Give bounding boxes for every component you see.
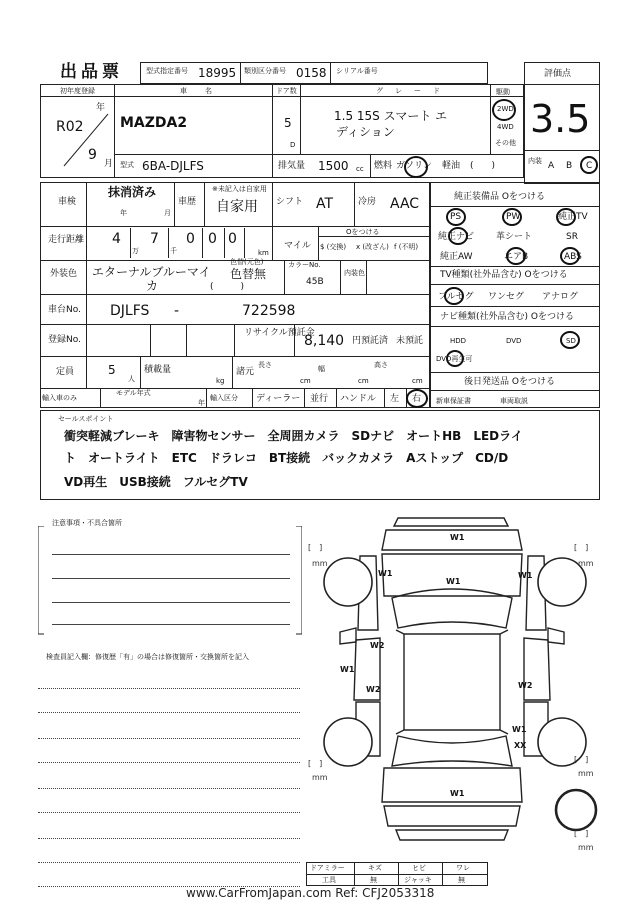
opt-aw: 純正AW — [440, 252, 473, 262]
aftermarket-manual: 車両取説 — [500, 397, 528, 405]
tools-label: 工具 — [322, 876, 336, 884]
legend-break: ワレ — [456, 864, 470, 872]
load-unit: kg — [216, 377, 225, 385]
grade-line2: ディション — [336, 125, 395, 139]
mm-label-10: mm — [578, 843, 594, 852]
shift-label: シフト — [276, 197, 304, 207]
score-label: 評価点 — [544, 69, 572, 79]
orig-color-value: 色替無 — [230, 267, 267, 281]
length-unit: cm — [300, 377, 311, 385]
odo-unknown: f (不明) — [394, 243, 419, 251]
navi-dvd: DVD — [506, 337, 522, 345]
drive-2wd-circle — [492, 99, 516, 121]
mile-label: マイル — [284, 241, 311, 251]
mm-label-5: [ ] — [308, 759, 323, 768]
grade-line1: 1.5 15S スマート エ — [334, 109, 448, 123]
drive-label: 駆動 — [496, 88, 510, 96]
tv-analog: アナログ — [542, 292, 579, 302]
opt-ps: PS — [450, 212, 462, 222]
sales-line2: ト オートライト ETC ドラレコ BT接続 バックカメラ Aストップ CD/D — [64, 451, 509, 465]
mark-rear-bumper: W1 — [450, 789, 465, 798]
mark-front-bumper: W1 — [450, 533, 465, 542]
navi-title: ナビ種類(社外品含む) Oをつける — [440, 312, 574, 322]
legend-mirror: ドアミラー — [310, 864, 345, 872]
car-damage-diagram — [300, 510, 610, 860]
chassis-dash: - — [174, 303, 180, 319]
mileage-label: 走行距離 — [48, 235, 85, 245]
opt-airbag-circle — [504, 247, 529, 265]
mm-label-7: [ ] — [574, 755, 589, 764]
navi-hdd: HDD — [450, 337, 467, 345]
inspection-value: 抹消済み — [108, 185, 157, 199]
interior-b: B — [566, 161, 573, 171]
capacity-value: 5 — [108, 363, 116, 377]
color-no-label: カラーNo. — [288, 261, 321, 269]
mark-right-rear: W1 — [512, 725, 527, 734]
odo-altered: x (改ざん) — [356, 243, 389, 251]
recycle-label: リサイクル預託金 — [244, 328, 315, 338]
inspection-month-unit: 月 — [164, 209, 171, 217]
opt-abs: ABS — [564, 252, 582, 262]
legend-scratch: キズ — [368, 864, 382, 872]
odo-select-note: Oをつける — [346, 228, 380, 236]
sales-line3: VD再生 USB接続 フルセグTV — [64, 475, 248, 489]
orig-color-paren: ( ) — [210, 282, 245, 292]
navi-dvd-play: DVD再生可 — [436, 355, 473, 363]
notes-label: 注意事項・不具合箇所 — [52, 519, 122, 527]
recycle-unpaid: 未預託 — [396, 336, 424, 346]
tools-value-3: 無 — [458, 876, 465, 884]
vehicle-details — [40, 182, 430, 408]
steering-right: 右 — [412, 394, 422, 404]
mileage-digit-4: 0 — [208, 231, 217, 247]
mark-right-front: W1 — [518, 571, 533, 580]
displacement-value: 1500 — [318, 159, 349, 173]
length-label: 長さ — [258, 361, 272, 369]
opt-pw-circle — [502, 208, 522, 226]
legend-crack: ヒビ — [412, 864, 426, 872]
mark-left-front-door: W2 — [370, 641, 385, 650]
tools-value-2: ジャッキ — [404, 876, 432, 884]
tv-fullseg-circle — [444, 287, 464, 305]
height-label: 高さ — [374, 361, 388, 369]
capacity-unit: 人 — [128, 375, 135, 383]
drive-other: その他 — [495, 139, 516, 147]
navi-dvd-play-circle — [446, 350, 464, 367]
mileage-digit-3: 0 — [186, 231, 195, 247]
month-unit: 月 — [104, 159, 114, 169]
width-label: 幅 — [318, 365, 325, 373]
import-parallel: 並行 — [310, 394, 329, 404]
doors-value: 5 — [284, 116, 292, 130]
doors-sub: D — [290, 141, 296, 149]
mileage-digit-5: 0 — [228, 231, 237, 247]
chassis-label: 車台No. — [48, 305, 81, 315]
history-note: ※未記入は自家用 — [212, 185, 267, 193]
first-reg-month: 9 — [88, 147, 97, 163]
shift-value: AT — [316, 196, 334, 212]
grade-label: グレード — [376, 87, 452, 95]
score-value: 3.5 — [530, 97, 591, 141]
navi-sd-circle — [560, 331, 580, 349]
import-label: 輸入車のみ — [42, 394, 77, 402]
first-reg-era-year: R02 — [56, 119, 84, 135]
width-unit: cm — [358, 377, 369, 385]
displacement-label: 排気量 — [278, 161, 306, 171]
dims-label: 諸元 — [236, 367, 255, 377]
mm-label-4: mm — [578, 559, 594, 568]
class-code: 0158 — [296, 66, 327, 80]
mark-left-rear-door: W2 — [366, 685, 381, 694]
inspection-year-unit: 年 — [120, 209, 127, 217]
opt-pw: PW — [506, 212, 521, 222]
mileage-km: km — [258, 249, 269, 257]
mm-label-8: mm — [578, 769, 594, 778]
watermark: www.CarFromJapan.com Ref: CFJ2053318 — [186, 886, 435, 900]
mm-label-3: [ ] — [574, 543, 589, 552]
fuel-paren: ( ) — [470, 161, 496, 171]
class-code-label: 類別区分番号 — [244, 67, 286, 75]
sales-line1: 衝突軽減ブレーキ 障害物センサー 全周囲カメラ SDナビ オートHB LEDライ — [64, 429, 523, 443]
mm-label-6: mm — [312, 773, 328, 782]
mark-left-fender: W1 — [340, 665, 355, 674]
color-line2: カ — [146, 279, 159, 293]
tv-fullseg: フルセグ — [438, 292, 474, 302]
mileage-man: 万 — [132, 247, 139, 255]
fuel-diesel: 軽油 — [442, 161, 461, 171]
opt-sr: SR — [566, 232, 578, 242]
color-label: 外装色 — [50, 269, 78, 279]
navi-sd: SD — [566, 337, 576, 345]
page-title: 出品票 — [60, 62, 123, 82]
interior-color-label: 内装色 — [344, 269, 365, 277]
car-name-label: 車名 — [180, 87, 230, 95]
type-label: 型式 — [120, 161, 134, 169]
opt-tv-circle — [556, 208, 576, 226]
color-line1: エターナルブルーマイ — [92, 265, 211, 279]
mark-front-left: W1 — [378, 569, 393, 578]
aftermarket-warranty: 新車保証書 — [436, 397, 471, 405]
drive-2wd: 2WD — [497, 105, 514, 113]
mark-right-rear-xx: XX — [514, 741, 527, 750]
serial-label: シリアル番号 — [336, 67, 378, 75]
mm-label-1: [ ] — [308, 543, 323, 552]
opt-abs-circle — [560, 247, 580, 265]
import-dealer: ディーラー — [256, 394, 301, 404]
recycle-unit: 円預託済 — [352, 336, 389, 346]
capacity-label: 定員 — [56, 367, 75, 377]
inspector-label: 検査員記入欄：修復歴「有」の場合は修復箇所・交換箇所を記入 — [46, 653, 249, 661]
mileage-digit-2: 7 — [150, 231, 159, 247]
steering-right-circle — [406, 389, 428, 408]
steering-left: 左 — [390, 394, 400, 404]
ac-label: 冷房 — [358, 197, 377, 207]
load-label: 積載量 — [144, 365, 172, 375]
interior-c: C — [586, 161, 593, 171]
odo-exchanged: $ (交換) — [320, 243, 347, 251]
mm-label-9: [ ] — [574, 829, 589, 838]
recycle-value: 8,140 — [304, 333, 345, 349]
opt-tv: 純正TV — [558, 212, 588, 222]
inspection-label: 車検 — [58, 197, 77, 207]
car-name: MAZDA2 — [120, 115, 188, 131]
tv-oneseg: ワンセグ — [488, 292, 525, 302]
model-code-label: 型式指定番号 — [146, 67, 188, 75]
fuel-label: 燃料 — [374, 161, 393, 171]
chassis-number: 722598 — [242, 303, 296, 319]
fuel-gasoline: ガソリン — [396, 161, 433, 171]
history-label: 車歴 — [178, 197, 197, 207]
mark-hood: W1 — [446, 577, 461, 586]
opt-navi: 純正ナビ — [438, 232, 475, 242]
mileage-sen: 千 — [170, 247, 177, 255]
factory-opts-title: 純正装備品 Oをつける — [454, 192, 545, 202]
model-year-label: モデル年式 — [116, 389, 151, 397]
mark-right-rear-door: W2 — [518, 681, 533, 690]
type-value: 6BA-DJLFS — [142, 159, 204, 173]
mm-label-2: mm — [312, 559, 328, 568]
import-type-label: 輸入区分 — [210, 394, 238, 402]
opt-navi-circle — [448, 227, 468, 245]
orig-color-label: 色替(元色) — [230, 258, 264, 266]
color-no-value: 45B — [306, 277, 324, 287]
height-unit: cm — [412, 377, 423, 385]
steering-label: ハンドル — [340, 394, 377, 404]
chassis-prefix: DJLFS — [110, 303, 150, 319]
tools-value-1: 無 — [370, 876, 377, 884]
doors-label: ドア数 — [276, 87, 297, 95]
opt-leather: 革シート — [496, 232, 533, 242]
interior-a: A — [548, 161, 555, 171]
model-year-unit: 年 — [198, 399, 205, 407]
ac-value: AAC — [390, 196, 420, 212]
opt-ps-circle — [446, 208, 466, 226]
fuel-circle — [404, 156, 428, 178]
model-code: 18995 — [198, 66, 237, 80]
drive-4wd: 4WD — [497, 123, 514, 131]
interior-label: 内装 — [528, 157, 542, 165]
aftermarket-title: 後日発送品 Oをつける — [464, 377, 555, 387]
first-reg-label: 初年度登録 — [60, 87, 95, 95]
tv-title: TV種類(社外品含む) Oをつける — [440, 270, 568, 280]
notes-frame — [38, 526, 302, 636]
displacement-unit: cc — [356, 165, 364, 173]
reg-no-label: 登録No. — [48, 335, 81, 345]
year-unit: 年 — [96, 103, 106, 113]
sales-label: セールスポイント — [58, 415, 114, 423]
opt-airbag: エアB — [504, 252, 529, 262]
mileage-digit-1: 4 — [112, 231, 121, 247]
interior-c-circle — [580, 156, 598, 174]
history-value: 自家用 — [216, 199, 258, 215]
